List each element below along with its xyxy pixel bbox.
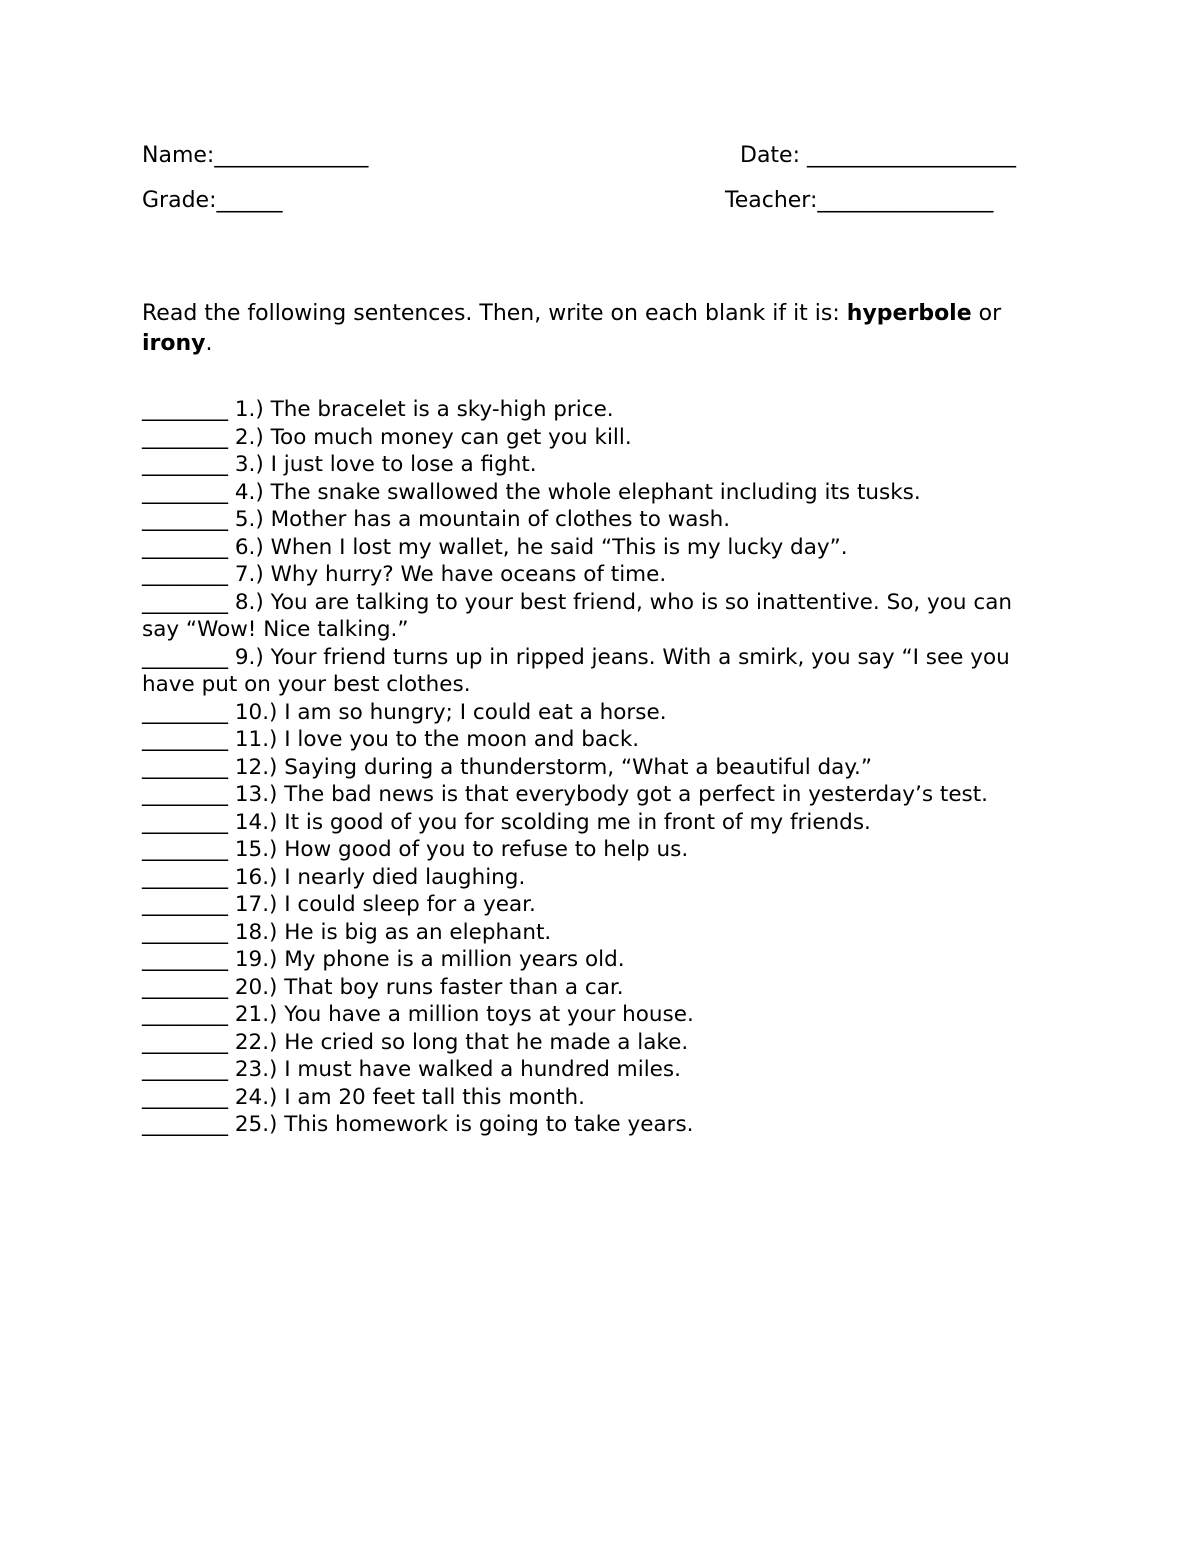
instructions-or: or <box>971 301 1002 326</box>
question-item <box>142 424 1047 452</box>
question-text: 12.) Saying during a thunderstorm, “What a beautiful day.” <box>228 754 872 780</box>
question-item <box>142 1056 1047 1084</box>
answer-blank: ________ <box>142 699 228 725</box>
instructions <box>142 299 1042 359</box>
question-text: 4.) The snake swallowed the whole elephant including its tusks. <box>228 479 921 505</box>
question-item <box>142 864 1047 892</box>
answer-blank: ________ <box>142 507 228 532</box>
instructions-period: . <box>205 331 213 356</box>
answer-blank: ________ <box>142 1084 228 1110</box>
question-item <box>142 1001 1047 1029</box>
question-item <box>142 534 1047 562</box>
question-item <box>142 1111 1047 1139</box>
answer-blank: ________ <box>142 534 228 560</box>
question-item <box>142 754 1047 782</box>
answer-blank: ________ <box>142 1057 228 1082</box>
question-item <box>142 974 1047 1002</box>
date-label: Date: <box>740 143 807 168</box>
answer-blank: ________ <box>142 727 228 752</box>
answer-blank: ________ <box>142 424 228 450</box>
answer-blank: ________ <box>142 782 228 807</box>
question-text: 23.) I must have walked a hundred miles. <box>228 1057 681 1082</box>
question-item <box>142 506 1047 534</box>
question-text: 2.) Too much money can get you kill. <box>228 424 632 450</box>
question-text: 18.) He is big as an elephant. <box>228 919 552 945</box>
question-item <box>142 781 1047 809</box>
question-text: 14.) It is good of you for scolding me in front of my friends. <box>228 809 871 835</box>
question-text: 16.) I nearly died laughing. <box>228 864 526 890</box>
answer-blank: ________ <box>142 947 228 972</box>
question-item <box>142 891 1047 919</box>
question-text: 5.) Mother has a mountain of clothes to wash. <box>228 507 731 532</box>
question-text: 11.) I love you to the moon and back. <box>228 727 640 752</box>
teacher-blank: ________________ <box>817 188 994 213</box>
grade-blank: ______ <box>216 188 283 213</box>
question-item <box>142 451 1047 479</box>
question-item <box>142 561 1047 589</box>
question-text: 7.) Why hurry? We have oceans of time. <box>228 562 667 587</box>
grade-label: Grade: <box>142 188 217 213</box>
answer-blank: ________ <box>142 589 228 615</box>
question-text: 20.) That boy runs faster than a car. <box>228 974 624 1000</box>
answer-blank: ________ <box>142 892 228 917</box>
date-blank: ___________________ <box>807 143 1016 168</box>
answer-blank: ________ <box>142 837 228 862</box>
term-hyperbole: hyperbole <box>846 301 972 326</box>
question-item <box>142 919 1047 947</box>
answer-blank: ________ <box>142 754 228 780</box>
question-text: 8.) You are talking to your best friend, who is so inattentive. So, you can say “Wow! Nice talking.” <box>142 589 1013 642</box>
question-item <box>142 726 1047 754</box>
question-text: 17.) I could sleep for a year. <box>228 892 536 917</box>
answer-blank: ________ <box>142 919 228 945</box>
answer-blank: ________ <box>142 452 228 477</box>
teacher-label: Teacher: <box>725 188 818 213</box>
question-text: 1.) The bracelet is a sky-high price. <box>228 397 614 422</box>
question-text: 10.) I am so hungry; I could eat a horse. <box>228 699 667 725</box>
question-text: 6.) When I lost my wallet, he said “This is my lucky day”. <box>228 534 848 560</box>
answer-blank: ________ <box>142 809 228 835</box>
question-item <box>142 1029 1047 1057</box>
question-text: 9.) Your friend turns up in ripped jeans. With a smirk, you say “I see you have put on your best clothes. <box>142 644 1010 697</box>
question-text: 15.) How good of you to refuse to help us. <box>228 837 689 862</box>
instructions-text: Read the following sentences. Then, write on each blank if it is: <box>142 301 847 326</box>
question-item <box>142 1084 1047 1112</box>
question-list <box>142 396 1047 1139</box>
answer-blank: ________ <box>142 397 228 422</box>
teacher-field <box>725 188 993 214</box>
question-item <box>142 809 1047 837</box>
question-item <box>142 836 1047 864</box>
question-item <box>142 644 1047 699</box>
answer-blank: ________ <box>142 479 228 505</box>
answer-blank: ________ <box>142 1112 228 1137</box>
date-field <box>740 143 1016 169</box>
question-text: 19.) My phone is a million years old. <box>228 947 625 972</box>
grade-field <box>142 188 283 214</box>
question-item <box>142 589 1047 644</box>
answer-blank: ________ <box>142 974 228 1000</box>
question-text: 21.) You have a million toys at your house. <box>228 1002 694 1027</box>
name-blank: ______________ <box>214 143 369 168</box>
question-item <box>142 946 1047 974</box>
question-item <box>142 699 1047 727</box>
question-item <box>142 479 1047 507</box>
question-text: 3.) I just love to lose a fight. <box>228 452 537 477</box>
term-irony: irony <box>142 331 206 356</box>
question-item <box>142 396 1047 424</box>
question-text: 22.) He cried so long that he made a lake. <box>228 1029 689 1055</box>
name-label: Name: <box>142 143 215 168</box>
name-field <box>142 143 368 169</box>
answer-blank: ________ <box>142 1002 228 1027</box>
question-text: 25.) This homework is going to take years. <box>228 1112 694 1137</box>
answer-blank: ________ <box>142 1029 228 1055</box>
question-text: 24.) I am 20 feet tall this month. <box>228 1084 585 1110</box>
question-text: 13.) The bad news is that everybody got a perfect in yesterday’s test. <box>228 782 989 807</box>
answer-blank: ________ <box>142 864 228 890</box>
answer-blank: ________ <box>142 562 228 587</box>
answer-blank: ________ <box>142 644 228 670</box>
